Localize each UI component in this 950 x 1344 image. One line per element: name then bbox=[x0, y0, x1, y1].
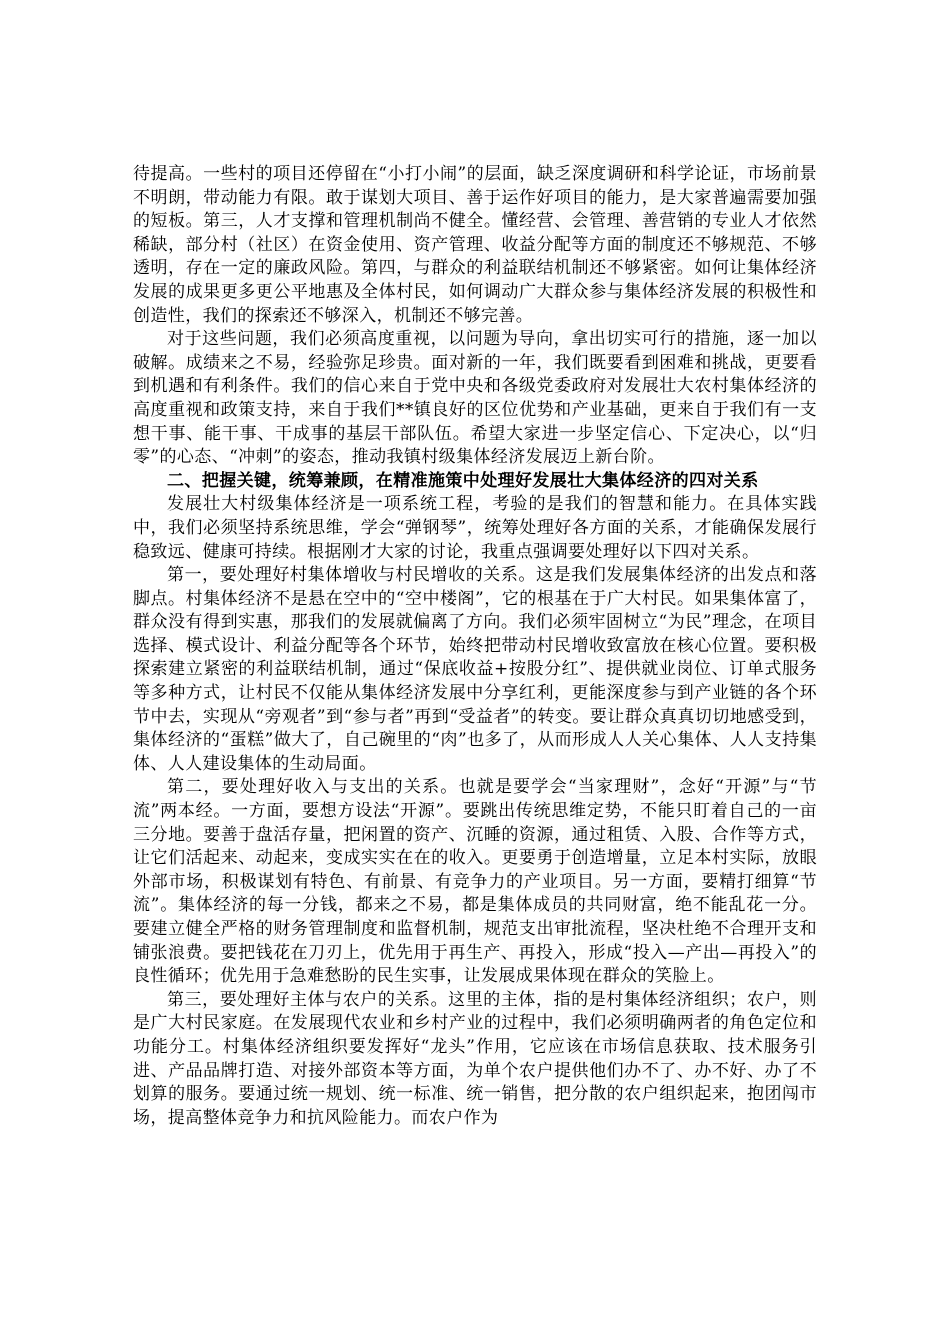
document-body bbox=[133, 163, 817, 1130]
paragraph-relation-one: 第一，要处理好村集体增收与村民增收的关系。这是我们发展集体经济的出发点和落脚点。村集体经济不是悬在空中的“空中楼阁”，它的根基在于广大村民。如果集体富了，群众没有得到实惠，那我们的发展就偏离了方向。我们必须牢固树立“为民”理念，在项目选择、模式设计、利益分配等各个环节，始终把带动村民增收致富放在核心位置。要积极探索建立紧密的利益联结机制，通过“保底收益+按股分红”、提供就业岗位、订单式服务等多种方式，让村民不仅能从集体经济发展中分享红利，更能深度参与到产业链的各个环节中去，实现从“旁观者”到“参与者”再到“受益者”的转变。要让群众真真切切地感受到，集体经济的“蛋糕”做大了，自己碗里的“肉”也多了，从而形成人人关心集体、人人支持集体、人人建设集体的生动局面。 bbox=[133, 565, 817, 774]
paragraph-problems-response: 对于这些问题，我们必须高度重视，以问题为导向，拿出切实可行的措施，逐一加以破解。成绩来之不易，经验弥足珍贵。面对新的一年，我们既要看到困难和挑战，更要看到机遇和有利条件。我们的信心来自于党中央和各级党委政府对发展壮大农村集体经济的高度重视和政策支持，来自于我们**镇良好的区位优势和产业基础，更来自于我们有一支想干事、能干事、干成事的基层干部队伍。希望大家进一步坚定信心、下定决心，以“归零”的心态、“冲刺”的姿态，推动我镇村级集体经济发展迈上新台阶。 bbox=[133, 329, 817, 468]
paragraph-section-intro: 发展壮大村级集体经济是一项系统工程，考验的是我们的智慧和能力。在具体实践中，我们必须坚持系统思维，学会“弹钢琴”，统筹处理好各方面的关系，才能确保发展行稳致远、健康可持续。根据刚才大家的讨论，我重点强调要处理好以下四对关系。 bbox=[133, 494, 817, 562]
section-heading-two: 二、把握关键，统筹兼顾，在精准施策中处理好发展壮大集体经济的四对关系 bbox=[167, 470, 759, 491]
paragraph-relation-two: 第二，要处理好收入与支出的关系。也就是要学会“当家理财”，念好“开源”与“节流”两本经。一方面，要想方设法“开源”。要跳出传统思维定势，不能只盯着自己的一亩三分地。要善于盘活存量，把闲置的资产、沉睡的资源，通过租赁、入股、合作等方式，让它们活起来、动起来，变成实实在在的收入。更要勇于创造增量，立足本村实际，放眼外部市场，积极谋划有特色、有前景、有竞争力的产业项目。另一方面，要精打细算“节流”。集体经济的每一分钱，都来之不易，都是集体成员的共同财富，绝不能乱花一分。要建立健全严格的财务管理制度和监督机制，规范支出审批流程，坚决杜绝不合理开支和铺张浪费。要把钱花在刀刃上，优先用于再生产、再投入，形成“投入—产出—再投入”的良性循环；优先用于急难愁盼的民生实事，让发展成果体现在群众的笑脸上。 bbox=[133, 777, 817, 987]
paragraph-continuation: 待提高。一些村的项目还停留在“小打小闹”的层面，缺乏深度调研和科学论证，市场前景不明朗，带动能力有限。敢于谋划大项目、善于运作好项目的能力，是大家普遍需要加强的短板。第三，人才支撑和管理机制尚不健全。懂经营、会管理、善营销的专业人才依然稀缺，部分村（社区）在资金使用、资产管理、收益分配等方面的制度还不够规范、不够透明，存在一定的廉政风险。第四，与群众的利益联结机制还不够紧密。如何让集体经济发展的成果更多更公平地惠及全体村民，如何调动广大群众参与集体经济发展的积极性和创造性，我们的探索还不够深入，机制还不够完善。 bbox=[133, 164, 817, 326]
paragraph-relation-three: 第三，要处理好主体与农户的关系。这里的主体，指的是村集体经济组织；农户，则是广大村民家庭。在发展现代农业和乡村产业的过程中，我们必须明确两者的角色定位和功能分工。村集体经济组织要发挥好“龙头”作用，它应该在市场信息获取、技术服务引进、产品品牌打造、对接外部资本等方面，为单个农户提供他们办不了、办不好、办了不划算的服务。要通过统一规划、统一标准、统一销售，把分散的农户组织起来，抱团闯市场，提高整体竞争力和抗风险能力。而农户作为 bbox=[133, 989, 817, 1128]
